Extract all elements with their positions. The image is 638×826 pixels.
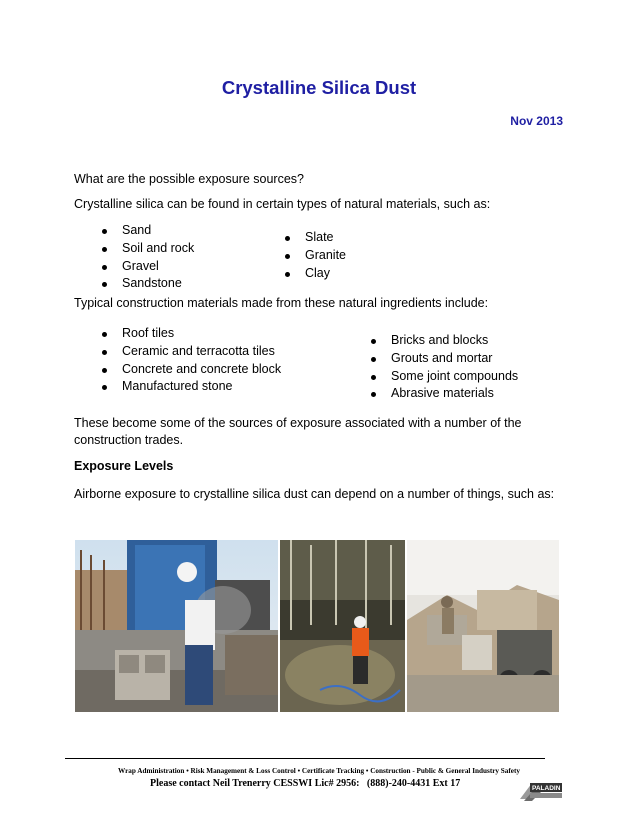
list-item: Soil and rock bbox=[100, 240, 194, 258]
list-item: Bricks and blocks bbox=[369, 332, 518, 350]
list-item: Slate bbox=[283, 229, 346, 247]
intro-natural-materials: Crystalline silica can be found in certain types of natural materials, such as: bbox=[74, 197, 491, 211]
footer-services: Wrap Administration • Risk Management & Loss Control • Certificate Tracking • Construction - Public & General Industry Safety bbox=[118, 767, 520, 775]
list-item: Some joint compounds bbox=[369, 368, 518, 386]
footer-contact: Please contact Neil Trenerry CESSWI Lic# 2956: (888)-240-4431 Ext 17 bbox=[150, 778, 461, 789]
natural-materials-list-2 bbox=[283, 229, 346, 282]
list-item: Clay bbox=[283, 265, 346, 283]
svg-text:PALADIN: PALADIN bbox=[532, 785, 561, 793]
list-item: Abrasive materials bbox=[369, 385, 518, 403]
list-item: Ceramic and terracotta tiles bbox=[100, 343, 281, 361]
list-item: Grouts and mortar bbox=[369, 350, 518, 368]
sources-paragraph bbox=[74, 415, 574, 449]
photo-worker-safety-vest bbox=[280, 540, 405, 712]
document-title: Crystalline Silica Dust bbox=[221, 77, 417, 98]
list-item: Sandstone bbox=[100, 275, 194, 293]
intro-construction-materials: Typical construction materials made from these natural ingredients include: bbox=[74, 296, 489, 310]
photo-concrete-cutting bbox=[75, 540, 278, 712]
sources-line-2: construction trades. bbox=[74, 433, 184, 447]
list-item: Sand bbox=[100, 222, 194, 240]
list-item: Manufactured stone bbox=[100, 378, 281, 396]
paladin-logo bbox=[518, 777, 562, 803]
photo-mortar-mixing bbox=[407, 540, 559, 712]
footer-divider bbox=[65, 758, 545, 759]
construction-materials-list-2 bbox=[369, 332, 518, 403]
photo-strip bbox=[75, 540, 559, 712]
question-exposure-sources: What are the possible exposure sources? bbox=[74, 172, 304, 186]
exposure-levels-text: Airborne exposure to crystalline silica dust can depend on a number of things, such as: bbox=[74, 487, 555, 501]
exposure-levels-heading: Exposure Levels bbox=[74, 459, 174, 473]
sources-line-1: These become some of the sources of exposure associated with a number of the bbox=[74, 416, 522, 430]
list-item: Roof tiles bbox=[100, 325, 281, 343]
construction-materials-list-1 bbox=[100, 325, 281, 396]
list-item: Granite bbox=[283, 247, 346, 265]
list-item: Gravel bbox=[100, 258, 194, 276]
document-date: Nov 2013 bbox=[510, 114, 563, 128]
natural-materials-list-1 bbox=[100, 222, 194, 293]
list-item: Concrete and concrete block bbox=[100, 361, 281, 379]
